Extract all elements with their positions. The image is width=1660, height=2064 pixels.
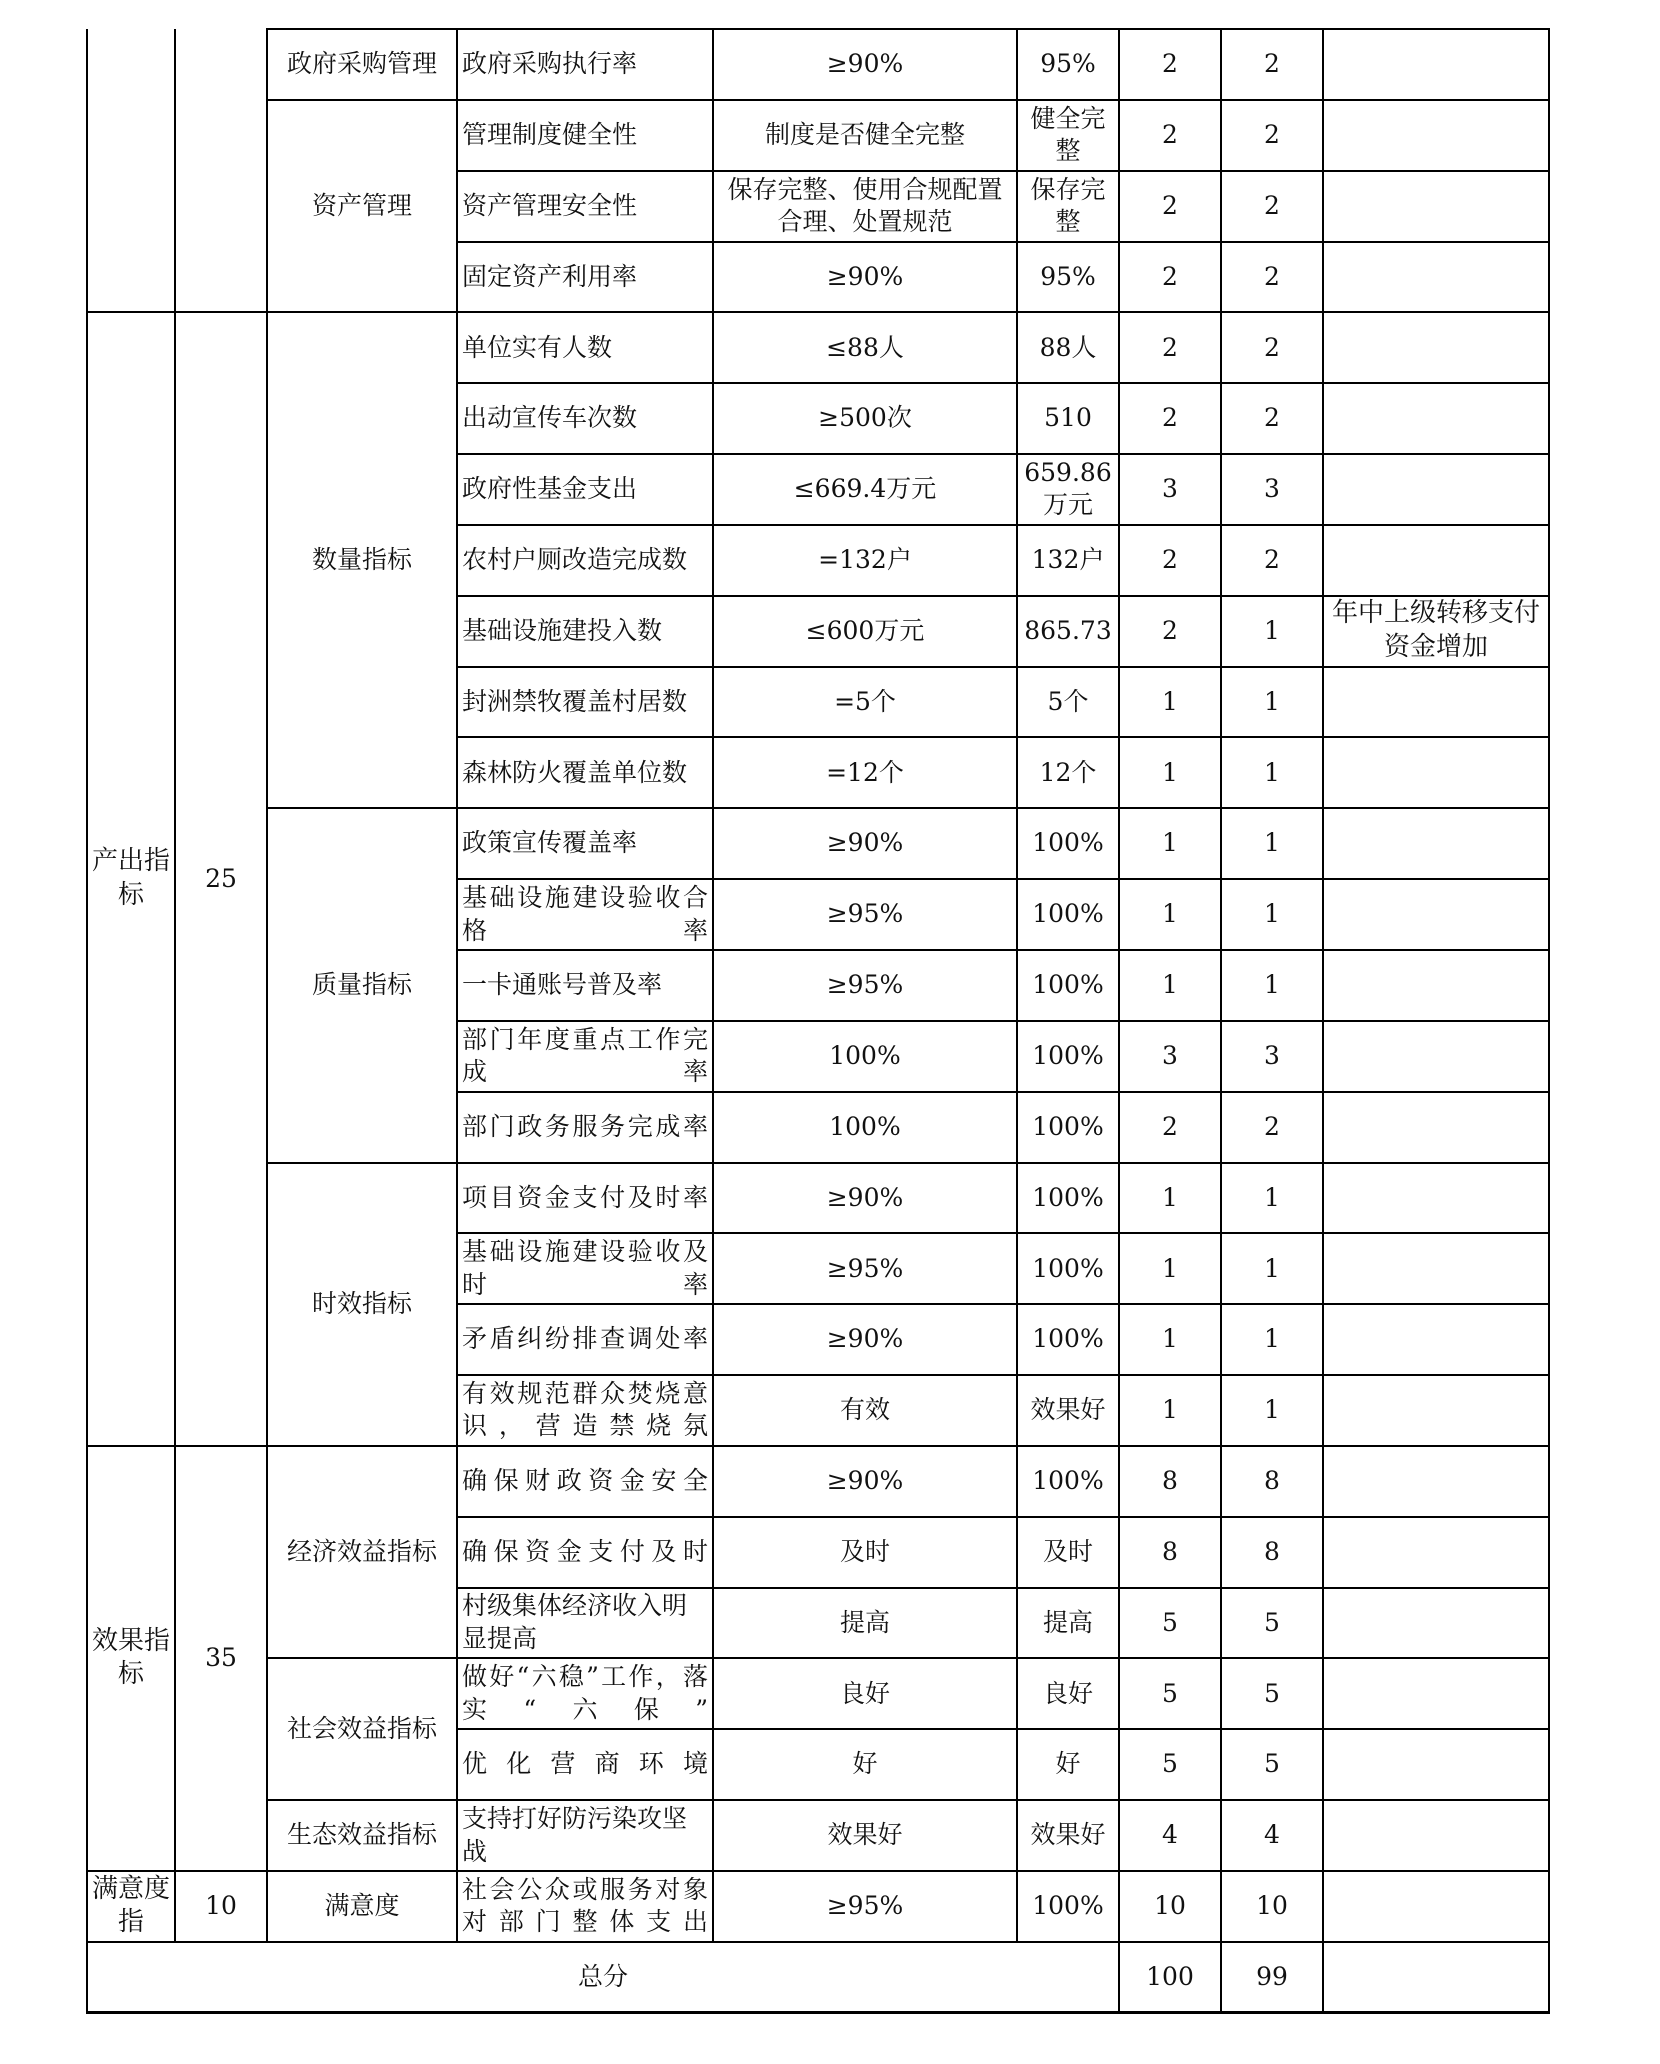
- table-row: [87, 1163, 1549, 1234]
- weight-score-cell: 1: [1119, 879, 1221, 950]
- weight-score-cell: 10: [1119, 1871, 1221, 1942]
- target-cell: ≥95%: [713, 1233, 1017, 1304]
- target-cell: ≥90%: [713, 242, 1017, 313]
- weight-cell: [175, 29, 267, 312]
- indicator-cell: 支持打好防污染攻坚战: [457, 1800, 713, 1871]
- target-cell: ≥90%: [713, 29, 1017, 100]
- actual-cell: 好: [1017, 1729, 1119, 1800]
- actual-cell: 及时: [1017, 1517, 1119, 1588]
- level1-cell: [87, 29, 175, 312]
- score-cell: 2: [1221, 242, 1323, 313]
- indicator-cell: 村级集体经济收入明显提高: [457, 1588, 713, 1659]
- weight-score-cell: 2: [1119, 100, 1221, 171]
- indicator-cell: 确保资金支付及时: [457, 1517, 713, 1588]
- score-cell: 1: [1221, 1233, 1323, 1304]
- note-cell: [1323, 950, 1549, 1021]
- target-cell: 制度是否健全完整: [713, 100, 1017, 171]
- indicator-cell: 出动宣传车次数: [457, 383, 713, 454]
- indicator-cell: 基础设施建设验收及时率: [457, 1233, 713, 1304]
- score-cell: 8: [1221, 1517, 1323, 1588]
- table-row: [87, 1871, 1549, 1942]
- indicator-cell: 一卡通账号普及率: [457, 950, 713, 1021]
- actual-cell: 健全完整: [1017, 100, 1119, 171]
- score-cell: 2: [1221, 171, 1323, 242]
- weight-score-cell: 1: [1119, 808, 1221, 879]
- indicator-cell: 项目资金支付及时率: [457, 1163, 713, 1234]
- note-cell: [1323, 1446, 1549, 1517]
- note-cell: [1323, 808, 1549, 879]
- note-cell: [1323, 383, 1549, 454]
- note-cell: [1323, 879, 1549, 950]
- note-cell: [1323, 454, 1549, 525]
- table-row: [87, 312, 1549, 383]
- actual-cell: 100%: [1017, 1092, 1119, 1163]
- indicator-cell: 确保财政资金安全: [457, 1446, 713, 1517]
- actual-cell: 提高: [1017, 1588, 1119, 1659]
- target-cell: ≤88人: [713, 312, 1017, 383]
- weight-cell: 25: [175, 312, 267, 1446]
- target-cell: 及时: [713, 1517, 1017, 1588]
- score-cell: 2: [1221, 100, 1323, 171]
- actual-cell: 100%: [1017, 950, 1119, 1021]
- level2-cell: 生态效益指标: [267, 1800, 457, 1871]
- weight-score-cell: 5: [1119, 1729, 1221, 1800]
- level2-cell: 政府采购管理: [267, 29, 457, 100]
- note-cell: [1323, 1517, 1549, 1588]
- indicator-cell: 政府性基金支出: [457, 454, 713, 525]
- weight-score-cell: 2: [1119, 29, 1221, 100]
- actual-cell: 100%: [1017, 1304, 1119, 1375]
- actual-cell: 659.86万元: [1017, 454, 1119, 525]
- actual-cell: 100%: [1017, 1233, 1119, 1304]
- score-cell: 2: [1221, 29, 1323, 100]
- level1-cell: 效果指标: [87, 1446, 175, 1871]
- weight-score-cell: 2: [1119, 242, 1221, 313]
- score-cell: 2: [1221, 312, 1323, 383]
- target-cell: ≤600万元: [713, 596, 1017, 667]
- weight-score-cell: 5: [1119, 1588, 1221, 1659]
- weight-score-cell: 5: [1119, 1658, 1221, 1729]
- actual-cell: 100%: [1017, 1021, 1119, 1092]
- weight-score-cell: 3: [1119, 1021, 1221, 1092]
- actual-cell: 95%: [1017, 29, 1119, 100]
- weight-score-cell: 1: [1119, 950, 1221, 1021]
- level2-cell: 数量指标: [267, 312, 457, 808]
- weight-score-cell: 1: [1119, 1233, 1221, 1304]
- note-cell: [1323, 1658, 1549, 1729]
- target-cell: 100%: [713, 1021, 1017, 1092]
- indicator-cell: 社会公众或服务对象对部门整体支出: [457, 1871, 713, 1942]
- weight-score-cell: 1: [1119, 1375, 1221, 1446]
- note-cell: [1323, 1871, 1549, 1942]
- actual-cell: 保存完整: [1017, 171, 1119, 242]
- weight-score-cell: 8: [1119, 1446, 1221, 1517]
- note-cell: [1323, 525, 1549, 596]
- note-cell: [1323, 312, 1549, 383]
- score-cell: 5: [1221, 1658, 1323, 1729]
- actual-cell: 100%: [1017, 879, 1119, 950]
- weight-score-cell: 1: [1119, 737, 1221, 808]
- total-weight-cell: 100: [1119, 1942, 1221, 2013]
- target-cell: 保存完整、使用合规配置合理、处置规范: [713, 171, 1017, 242]
- score-cell: 1: [1221, 950, 1323, 1021]
- note-cell: [1323, 171, 1549, 242]
- note-cell: [1323, 100, 1549, 171]
- note-cell: [1323, 1092, 1549, 1163]
- indicator-cell: 固定资产利用率: [457, 242, 713, 313]
- level2-cell: 质量指标: [267, 808, 457, 1162]
- level2-cell: 满意度: [267, 1871, 457, 1942]
- target-cell: ≥95%: [713, 879, 1017, 950]
- indicator-cell: 基础设施建设验收合格率: [457, 879, 713, 950]
- target-cell: ≥90%: [713, 1304, 1017, 1375]
- target-cell: ≥90%: [713, 808, 1017, 879]
- note-cell: [1323, 1233, 1549, 1304]
- level2-cell: 资产管理: [267, 100, 457, 313]
- indicator-cell: 森林防火覆盖单位数: [457, 737, 713, 808]
- weight-score-cell: 4: [1119, 1800, 1221, 1871]
- target-cell: 良好: [713, 1658, 1017, 1729]
- target-cell: 100%: [713, 1092, 1017, 1163]
- table-row: [87, 1800, 1549, 1871]
- actual-cell: 12个: [1017, 737, 1119, 808]
- target-cell: 效果好: [713, 1800, 1017, 1871]
- score-cell: 4: [1221, 1800, 1323, 1871]
- actual-cell: 效果好: [1017, 1800, 1119, 1871]
- indicator-cell: 基础设施建投入数: [457, 596, 713, 667]
- table-row: [87, 1446, 1549, 1517]
- weight-score-cell: 1: [1119, 667, 1221, 738]
- table-row: [87, 100, 1549, 171]
- score-cell: 5: [1221, 1729, 1323, 1800]
- score-cell: 2: [1221, 383, 1323, 454]
- score-cell: 1: [1221, 879, 1323, 950]
- score-cell: 10: [1221, 1871, 1323, 1942]
- weight-score-cell: 1: [1119, 1304, 1221, 1375]
- score-cell: 3: [1221, 1021, 1323, 1092]
- target-cell: =12个: [713, 737, 1017, 808]
- table-row: [87, 808, 1549, 879]
- indicator-cell: 封洲禁牧覆盖村居数: [457, 667, 713, 738]
- score-cell: 2: [1221, 525, 1323, 596]
- performance-evaluation-table: [86, 28, 1550, 2014]
- weight-cell: 10: [175, 1871, 267, 1942]
- weight-cell: 35: [175, 1446, 267, 1871]
- level1-cell: 产出指标: [87, 312, 175, 1446]
- target-cell: 好: [713, 1729, 1017, 1800]
- indicator-cell: 部门政务服务完成率: [457, 1092, 713, 1163]
- note-cell: [1323, 242, 1549, 313]
- weight-score-cell: 2: [1119, 596, 1221, 667]
- note-cell: [1323, 1304, 1549, 1375]
- note-cell: [1323, 667, 1549, 738]
- score-cell: 3: [1221, 454, 1323, 525]
- indicator-cell: 政策宣传覆盖率: [457, 808, 713, 879]
- weight-score-cell: 2: [1119, 383, 1221, 454]
- target-cell: ≥500次: [713, 383, 1017, 454]
- score-cell: 1: [1221, 1163, 1323, 1234]
- target-cell: ≥90%: [713, 1163, 1017, 1234]
- actual-cell: 95%: [1017, 242, 1119, 313]
- actual-cell: 88人: [1017, 312, 1119, 383]
- indicator-cell: 农村户厕改造完成数: [457, 525, 713, 596]
- actual-cell: 100%: [1017, 1446, 1119, 1517]
- weight-score-cell: 2: [1119, 171, 1221, 242]
- target-cell: 有效: [713, 1375, 1017, 1446]
- target-cell: ≤669.4万元: [713, 454, 1017, 525]
- level2-cell: 经济效益指标: [267, 1446, 457, 1659]
- weight-score-cell: 3: [1119, 454, 1221, 525]
- weight-score-cell: 1: [1119, 1163, 1221, 1234]
- target-cell: =5个: [713, 667, 1017, 738]
- actual-cell: 132户: [1017, 525, 1119, 596]
- level2-cell: 时效指标: [267, 1163, 457, 1446]
- actual-cell: 5个: [1017, 667, 1119, 738]
- score-cell: 2: [1221, 1092, 1323, 1163]
- actual-cell: 效果好: [1017, 1375, 1119, 1446]
- note-cell: [1323, 1729, 1549, 1800]
- note-cell: [1323, 1375, 1549, 1446]
- note-cell: [1323, 29, 1549, 100]
- actual-cell: 865.73: [1017, 596, 1119, 667]
- indicator-cell: 部门年度重点工作完成率: [457, 1021, 713, 1092]
- actual-cell: 100%: [1017, 1871, 1119, 1942]
- score-cell: 5: [1221, 1588, 1323, 1659]
- score-cell: 1: [1221, 667, 1323, 738]
- weight-score-cell: 2: [1119, 312, 1221, 383]
- actual-cell: 100%: [1017, 808, 1119, 879]
- indicator-cell: 有效规范群众焚烧意识，营造禁烧氛: [457, 1375, 713, 1446]
- indicator-cell: 管理制度健全性: [457, 100, 713, 171]
- score-cell: 1: [1221, 737, 1323, 808]
- note-cell: [1323, 737, 1549, 808]
- indicator-cell: 政府采购执行率: [457, 29, 713, 100]
- total-note-cell: [1323, 1942, 1549, 2013]
- target-cell: ≥95%: [713, 1871, 1017, 1942]
- level1-cell: 满意度指: [87, 1871, 175, 1942]
- indicator-cell: 矛盾纠纷排查调处率: [457, 1304, 713, 1375]
- actual-cell: 良好: [1017, 1658, 1119, 1729]
- score-cell: 1: [1221, 1304, 1323, 1375]
- total-row: [87, 1942, 1549, 2013]
- actual-cell: 100%: [1017, 1163, 1119, 1234]
- weight-score-cell: 2: [1119, 1092, 1221, 1163]
- indicator-cell: 资产管理安全性: [457, 171, 713, 242]
- target-cell: ≥90%: [713, 1446, 1017, 1517]
- score-cell: 8: [1221, 1446, 1323, 1517]
- indicator-cell: 做好“六稳”工作，落实“六保”: [457, 1658, 713, 1729]
- score-cell: 1: [1221, 596, 1323, 667]
- note-cell: [1323, 1163, 1549, 1234]
- target-cell: =132户: [713, 525, 1017, 596]
- note-cell: [1323, 1021, 1549, 1092]
- total-label: 总分: [87, 1942, 1119, 2013]
- total-score-cell: 99: [1221, 1942, 1323, 2013]
- weight-score-cell: 8: [1119, 1517, 1221, 1588]
- table-row: [87, 29, 1549, 100]
- table-row: [87, 1658, 1549, 1729]
- score-cell: 1: [1221, 1375, 1323, 1446]
- score-cell: 1: [1221, 808, 1323, 879]
- level2-cell: 社会效益指标: [267, 1658, 457, 1800]
- note-cell: [1323, 1800, 1549, 1871]
- indicator-cell: 单位实有人数: [457, 312, 713, 383]
- actual-cell: 510: [1017, 383, 1119, 454]
- indicator-cell: 优化营商环境: [457, 1729, 713, 1800]
- note-cell: [1323, 1588, 1549, 1659]
- note-cell: 年中上级转移支付资金增加: [1323, 596, 1549, 667]
- target-cell: ≥95%: [713, 950, 1017, 1021]
- target-cell: 提高: [713, 1588, 1017, 1659]
- weight-score-cell: 2: [1119, 525, 1221, 596]
